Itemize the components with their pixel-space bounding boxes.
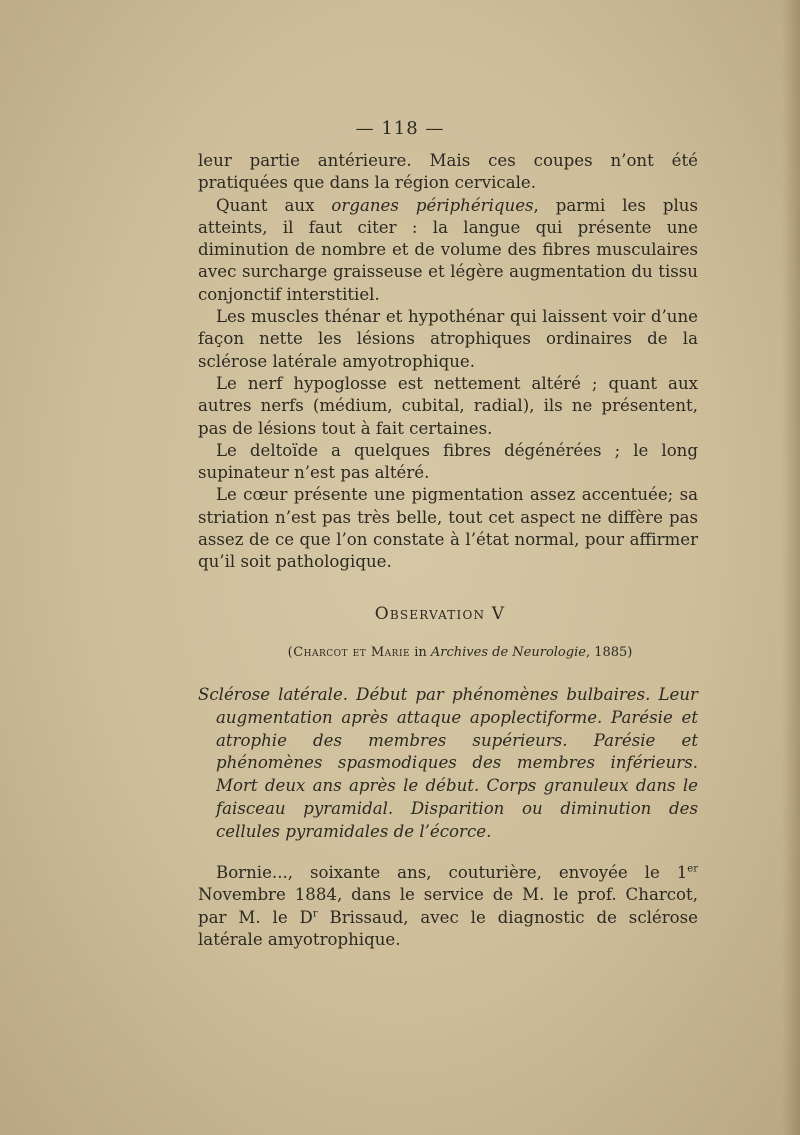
observation-title: Observation V — [374, 604, 506, 624]
body-text-bottom — [198, 862, 698, 951]
source-authors: (Charcot et Marie — [287, 645, 411, 660]
summary-text: Sclérose latérale. Début par phénomènes bulbaires. Leur augmentation après attaque apoplectiforme. Parésie et atrophie des membres supérieurs. Parésie et phénomènes spasmodiques des membres inférieurs. Mort deux ans après le début. Corps granuleux dans le faisceau pyramidal. Disparition ou diminution des cellules pyramidales de l’écorce. — [198, 685, 698, 841]
case-sup-1: er — [687, 863, 698, 875]
paragraph-2-part-1: Quant aux — [216, 195, 332, 215]
paragraph-6: Le cœur présente une pigmentation assez accentuée; sa striation n’est pas très belle, tout cet aspect ne diffère pas assez de ce que l’on constate à l’état normal, pour affirmer qu’il soit pathologique. — [198, 485, 698, 572]
paragraph-5: Le deltoïde a quelques fibres dégénérées ; le long supinateur n’est pas altéré. — [198, 440, 698, 483]
case-part-1: Bornie..., soixante ans, couturière, envoyée le 1 — [216, 863, 688, 882]
case-part-3: Brissaud, avec le diagnostic de sclérose latérale amyotrophique. — [198, 907, 698, 949]
observation-source — [0, 645, 800, 660]
paragraph-3: Les muscles thénar et hypothénar qui laissent voir d’une façon nette les lésions atrophiques ordinaires de la sclérose latérale amyotrophique. — [198, 307, 698, 371]
case-sup-2: r — [312, 908, 318, 920]
case-part-2: Novembre 1884, dans le service de M. le prof. Charcot, par M. le D — [198, 885, 698, 927]
body-text-top — [198, 150, 698, 574]
observation-summary — [198, 684, 698, 844]
case-paragraph — [198, 862, 698, 951]
paragraph-1: leur partie antérieure. Mais ces coupes n’ont été pratiquées que dans la région cervicale. — [198, 151, 698, 193]
source-year: , 1885) — [585, 645, 633, 660]
source-journal: Archives de Neurologie — [430, 645, 586, 660]
source-in: in — [410, 645, 431, 660]
paragraph-4: Le nerf hypoglosse est nettement altéré ; quant aux autres nerfs (médium, cubital, radial), ils ne présentent, pas de lésions tout à fait certaines. — [198, 373, 698, 438]
page-edge-shadow — [782, 0, 800, 1135]
page-number: — 118 — — [355, 118, 445, 139]
paragraph-2-italic-term: organes périphériques — [331, 195, 534, 215]
paragraph-2 — [198, 195, 698, 306]
paragraph-2-part-3: , parmi les plus atteints, il faut citer : la langue qui présente une diminution de nombre et de volume des fibres musculaires avec surcharge graisseuse et légère augmentation du tissu conjonctif interstitiel. — [198, 195, 698, 304]
